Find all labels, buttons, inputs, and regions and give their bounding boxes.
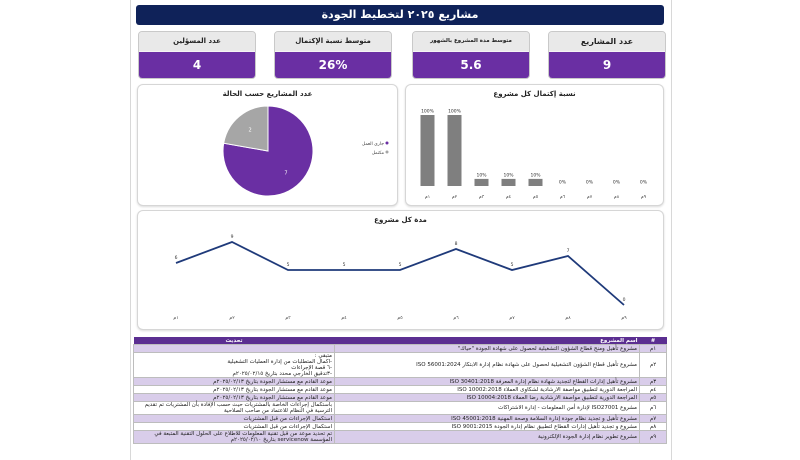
- line-point-label: 5: [510, 263, 514, 268]
- line-category-label: ٤م: [341, 316, 347, 321]
- bar-value-label: 100%: [448, 109, 461, 115]
- bar-category-label: ١م: [424, 195, 431, 200]
- kpi-card-avg-completion: [274, 31, 392, 79]
- bar-category-label: ٧م: [586, 195, 593, 200]
- bar-category-label: ٨م: [613, 195, 620, 200]
- bar-chart-panel: [405, 84, 664, 206]
- bar-chart-title: نسبة إكتمال كل مشروع: [493, 90, 576, 98]
- line-category-label: ٣م: [285, 316, 291, 321]
- pie-legend-label: جاري العمل: [361, 142, 384, 147]
- kpi-card-owners: [138, 31, 256, 79]
- row-update: موعد القادم مع مستشار الجودة بتاريخ ٢٠٢٥/٠٢/١٣م: [134, 378, 335, 386]
- kpi-label: عدد المشاريع: [549, 32, 665, 51]
- kpi-card-avg-duration: [412, 31, 530, 79]
- line-point-label: 5: [398, 263, 402, 268]
- bar-category-label: ٦م: [559, 195, 566, 200]
- line-point-label: 7: [566, 249, 570, 254]
- kpi-label: متوسط نسبة الإكتمال: [275, 32, 391, 51]
- row-num: ٨م: [640, 423, 667, 431]
- row-num: ٧م: [640, 415, 667, 423]
- row-num: ٤م: [640, 386, 667, 394]
- kpi-label: متوسط مدة المشروع بالشهور: [413, 32, 529, 51]
- bar-value-label: 100%: [421, 109, 434, 115]
- kpi-value: 4: [139, 52, 255, 78]
- pie-slice-label: 7: [284, 170, 288, 177]
- kpi-value: 26%: [275, 52, 391, 78]
- bar-category-label: ٤م: [505, 195, 512, 200]
- row-num: ٢م: [640, 353, 667, 378]
- row-update: متبقي : -اكمال المتطلبات من إدارة العمليات التشغيلية -٦ قصة الإجراءات -٣تدقيق الخارجي محدد بتاريخ ٢٠٢٥/٠٢/١٥م: [134, 353, 335, 378]
- bar-value-label: 10%: [530, 173, 541, 179]
- line-category-label: ٢م: [229, 316, 235, 321]
- row-name: مشروع تأهيل إدارات القطاع لتجديد شهادة نظام إدارة المعرفة ISO 30401:2018: [335, 378, 640, 386]
- duration-line: [176, 242, 624, 305]
- table-row: [134, 353, 667, 378]
- line-category-label: ٧م: [509, 316, 515, 321]
- row-update: موعد القادم مع مستشار الجودة بتاريخ ٢٠٢٥/٠٢/١٣م: [134, 386, 335, 394]
- kpi-value: 5.6: [413, 52, 529, 78]
- row-update: [134, 345, 335, 353]
- table-row: [134, 415, 667, 423]
- bar: [529, 179, 543, 186]
- bar-category-label: ٣م: [478, 195, 485, 200]
- pie-legend-label: مكتمل: [371, 151, 384, 156]
- line-category-label: ٦م: [453, 316, 459, 321]
- bar-category-label: ٢م: [451, 195, 458, 200]
- row-name: مشروع تأهيل قطاع الشؤون التشغيلية لحصول على شهادة نظام إدارة الابتكار ISO 56001:2024: [335, 353, 640, 378]
- row-name: المراجعة الدورية لتطبيق مواصفة الارشادية رضا العملاء ISO 10004:2018: [335, 394, 640, 402]
- header-num: #: [640, 337, 667, 345]
- row-num: ٩م: [640, 431, 667, 444]
- line-point-label: 8: [454, 242, 458, 247]
- line-category-label: ٨م: [565, 316, 571, 321]
- line-chart: [138, 211, 663, 329]
- projects-table: [133, 337, 667, 444]
- row-num: ٣م: [640, 378, 667, 386]
- bar-value-label: 0%: [612, 180, 621, 186]
- kpi-card-project-count: [548, 31, 666, 79]
- pie-chart: [138, 85, 397, 205]
- line-chart-title: مدة كل مشروع: [374, 216, 427, 224]
- table-row: [134, 345, 667, 353]
- line-category-label: ٥م: [397, 316, 403, 321]
- bar: [421, 115, 435, 186]
- line-point-label: 0: [622, 298, 626, 303]
- row-num: ٦م: [640, 402, 667, 415]
- bar-category-label: ٥م: [532, 195, 539, 200]
- bar-value-label: 0%: [639, 180, 648, 186]
- row-name: مشروع و تجديد تأهيل إدارات القطاع لتطبيق نظام إدارة الجودة ISO 9001:2015: [335, 423, 640, 431]
- line-chart-panel: [137, 210, 664, 330]
- line-point-label: 5: [342, 263, 346, 268]
- row-update: استكمال الإجراءات من قبل المشتريات: [134, 423, 335, 431]
- bar-value-label: 10%: [476, 173, 487, 179]
- kpi-value: 9: [549, 52, 665, 78]
- pie-legend-marker: [386, 142, 389, 145]
- bar: [448, 115, 462, 186]
- bar-chart: [406, 85, 663, 205]
- line-point-label: 6: [174, 256, 178, 261]
- pie-slice: [224, 106, 268, 151]
- pie-legend-marker: [386, 151, 389, 154]
- row-num: ١م: [640, 345, 667, 353]
- row-num: ٥م: [640, 394, 667, 402]
- bar-value-label: 0%: [558, 180, 567, 186]
- table-row: [134, 431, 667, 444]
- bar-category-label: ٩م: [640, 195, 647, 200]
- bar: [502, 179, 516, 186]
- row-name: مشروع تأهيل ومنح قطاع الشؤون التشغيلية لحصول على شهادة الجودة "حياك": [335, 345, 640, 353]
- bar-value-label: 10%: [503, 173, 514, 179]
- row-update: تم تحديد موعد من قبل تقنية المعلومات للاطلاع على الحلول التقنية المتبعة في المؤسسة servicenow بتاريخ ٢٠٢٥/٠٢/١٠م: [134, 431, 335, 444]
- table-row: [134, 386, 667, 394]
- row-name: مشروع تطوير نظام إدارة الجودة الإلكترونية: [335, 431, 640, 444]
- table-row: [134, 394, 667, 402]
- kpi-label: عدد المسؤلين: [139, 32, 255, 51]
- line-category-label: ٩م: [621, 316, 627, 321]
- dashboard-title: مشاريع ٢٠٢٥ لتخطيط الجودة: [136, 5, 664, 25]
- table-row: [134, 423, 667, 431]
- row-update: استكمال الإجراءات من قبل المشتريات: [134, 415, 335, 423]
- row-update: موعد القادم مع مستشار الجودة بتاريخ ٢٠٢٥/٠٢/١٣م: [134, 394, 335, 402]
- row-name: مشروع تأهيل و تجديد نظام جودة إدارة السلامة وصحة المهنية ISO 45001:2018: [335, 415, 640, 423]
- table-row: [134, 402, 667, 415]
- header-name: اسم المشروع: [335, 337, 640, 345]
- row-name: مشروع ISO27001 لإدارة أمن المعلومات - إدارة الاشتراكات: [335, 402, 640, 415]
- line-point-label: 5: [286, 263, 290, 268]
- pie-slice-label: 2: [248, 127, 252, 134]
- table-header-row: [134, 337, 667, 345]
- bar: [475, 179, 489, 186]
- row-name: المراجعة الدورية لتطبيق مواصفة الارشادية لشكاوى العملاء ISO 10002:2018: [335, 386, 640, 394]
- header-update: تحديث: [134, 337, 335, 345]
- pie-chart-title: عدد المشاريع حسب الحالة: [222, 90, 313, 98]
- line-point-label: 9: [230, 235, 234, 240]
- row-update: باستكمال إجراءات الخاصة بالمشتريات حيث حسب الإفادة بأن المشتريات تم تقديم الترسية في النظام للاعتماد من صاحب الصلاحية: [134, 402, 335, 415]
- line-category-label: ١م: [173, 316, 179, 321]
- table-row: [134, 378, 667, 386]
- bar-value-label: 0%: [585, 180, 594, 186]
- pie-chart-panel: [137, 84, 398, 206]
